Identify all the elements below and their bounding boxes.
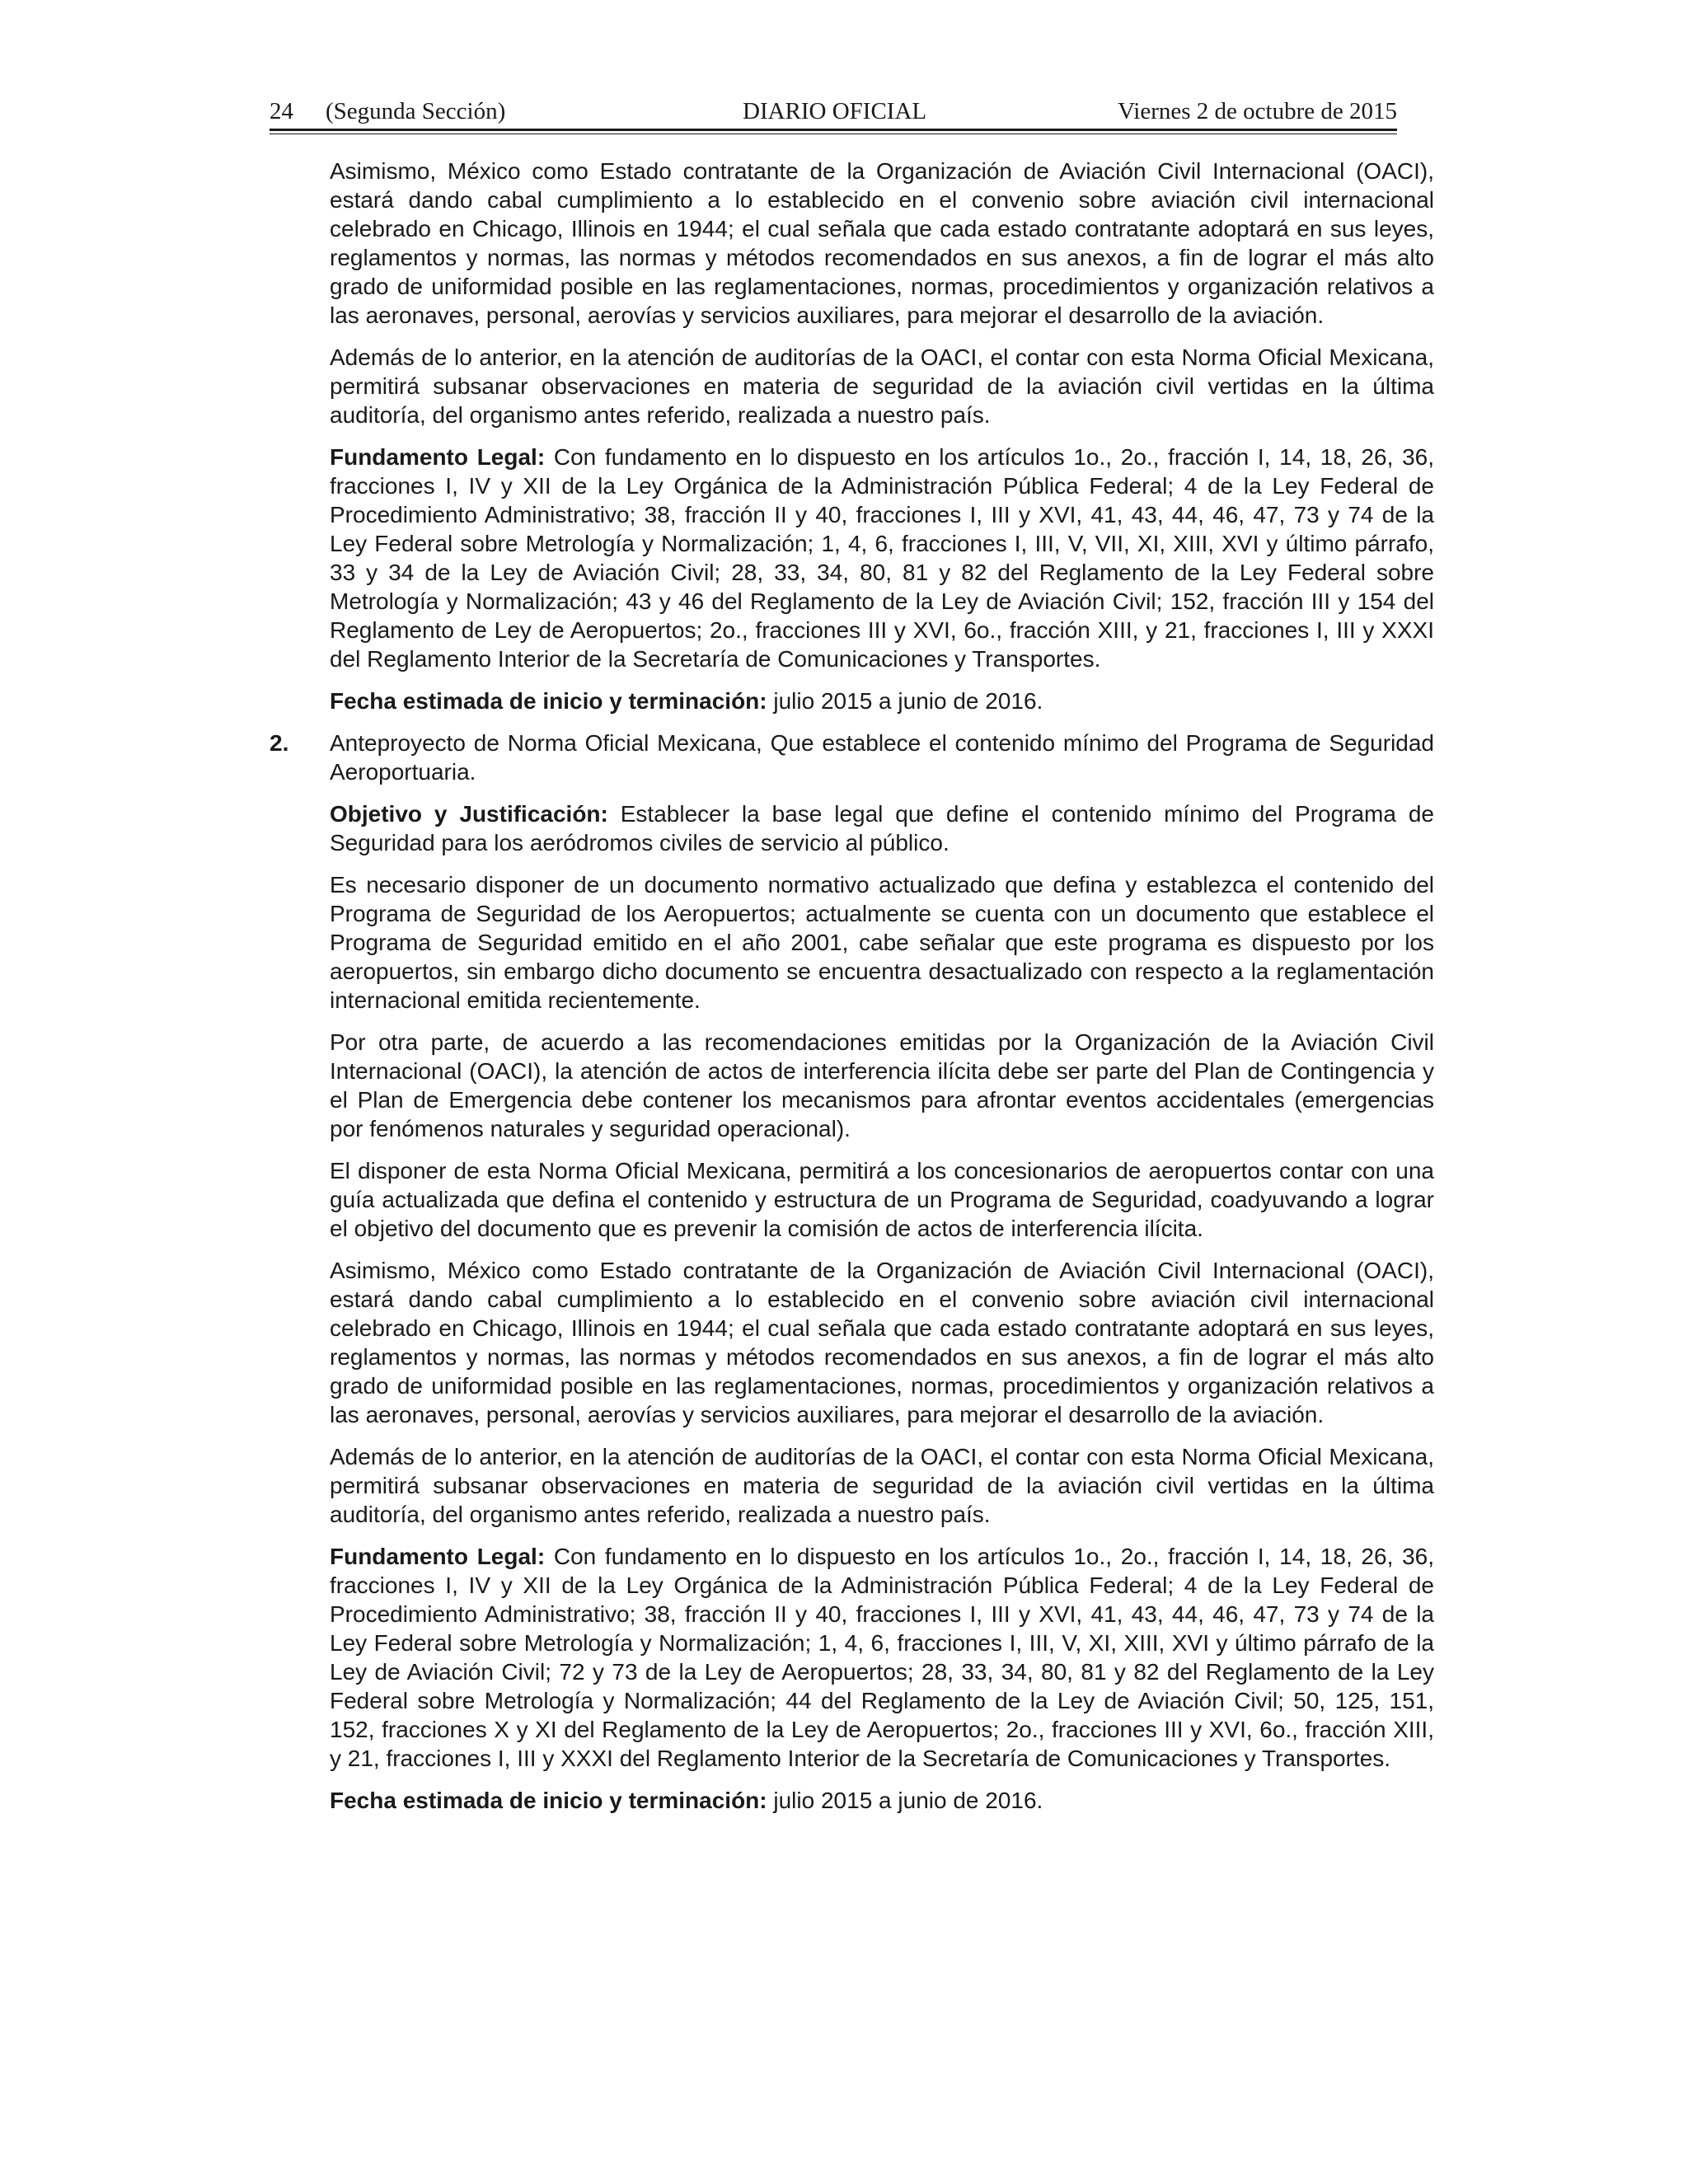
item-title: Anteproyecto de Norma Oficial Mexicana, Que establece el contenido mínimo del Programa de Seguridad Aeroportuaria. xyxy=(330,730,1434,785)
list-item-2 xyxy=(270,729,1434,786)
legal-basis-label: Fundamento Legal: xyxy=(330,444,546,470)
section-label: (Segunda Sección) xyxy=(326,98,506,124)
item-number: 2. xyxy=(270,730,289,756)
legal-basis-text: Con fundamento en lo dispuesto en los artículos 1o., 2o., fracción I, 14, 18, 26, 36, fracciones I, IV y XII de la Ley Orgánica de la Administración Pública Federal; 4 de la Ley Federal de Procedimiento Administrativo; 38, fracción II y 40, fracciones I, III y XVI, 41, 43, 44, 46, 47, 73 y 74 de la Ley Federal sobre Metrología y Normalización; 1, 4, 6, fracciones I, III, V, XI, XIII, XVI y último párrafo de la Ley de Aviación Civil; 72 y 73 de la Ley de Aeropuertos; 28, 33, 34, 80, 81 y 82 del Reglamento de la Ley Federal sobre Metrología y Normalización; 44 del Reglamento de la Ley de Aviación Civil; 50, 125, 151, 152, fracciones X y XI del Reglamento de la Ley de Aeropuertos; 2o., fracciones III y XVI, 6o., fracción XIII, y 21, fracciones I, III y XXXI del Reglamento Interior de la Secretaría de Comunicaciones y Transportes. xyxy=(330,1544,1434,1771)
page-number: 24 xyxy=(270,98,293,124)
paragraph: Además de lo anterior, en la atención de auditorías de la OACI, el contar con esta Norma Oficial Mexicana, permitirá subsanar observaciones en materia de seguridad de la aviación civil vertidas en la última auditoría, del organismo antes referido, realizada a nuestro país. xyxy=(330,1444,1434,1527)
paragraph: Asimismo, México como Estado contratante de la Organización de Aviación Civil Internacional (OACI), estará dando cabal cumplimiento a lo establecido en el convenio sobre aviación civil internacional celebrado en Chicago, Illinois en 1944; el cual señala que cada estado contratante adoptará en sus leyes, reglamentos y normas, las normas y métodos recomendados en sus anexos, a fin de lograr el más alto grado de uniformidad posible en las reglamentaciones, normas, procedimientos y organización relativos a las aeronaves, personal, aerovías y servicios auxiliares, para mejorar el desarrollo de la aviación. xyxy=(330,1258,1434,1427)
page-body xyxy=(270,157,1434,1828)
legal-basis-text: Con fundamento en lo dispuesto en los artículos 1o., 2o., fracción I, 14, 18, 26, 36, fracciones I, IV y XII de la Ley Orgánica de la Administración Pública Federal; 4 de la Ley Federal de Procedimiento Administrativo; 38, fracción II y 40, fracciones I, III y XVI, 41, 43, 44, 46, 47, 73 y 74 de la Ley Federal sobre Metrología y Normalización; 1, 4, 6, fracciones I, III, V, VII, XI, XIII, XVI y último párrafo, 33 y 34 de la Ley de Aviación Civil; 28, 33, 34, 80, 81 y 82 del Reglamento de la Ley Federal sobre Metrología y Normalización; 43 y 46 del Reglamento de la Ley de Aviación Civil; 152, fracción III y 154 del Reglamento de Ley de Aeropuertos; 2o., fracciones III y XVI, 6o., fracción XIII, y 21, fracciones I, III y XXXI del Reglamento Interior de la Secretaría de Comunicaciones y Transportes. xyxy=(330,444,1434,672)
paragraph: Es necesario disponer de un documento normativo actualizado que defina y establezca el contenido del Programa de Seguridad de los Aeropuertos; actualmente se cuenta con un documento que establece el Programa de Seguridad emitido en el año 2001, cabe señalar que este programa es dispuesto por los aeropuertos, sin embargo dicho documento se encuentra desactualizado con respecto a la reglamentación internacional emitida recientemente. xyxy=(330,872,1434,1013)
estimated-date-paragraph xyxy=(330,1786,1434,1815)
estimated-date-paragraph xyxy=(330,687,1434,715)
paragraph: Asimismo, México como Estado contratante de la Organización de Aviación Civil Internacional (OACI), estará dando cabal cumplimiento a lo establecido en el convenio sobre aviación civil internacional celebrado en Chicago, Illinois en 1944; el cual señala que cada estado contratante adoptará en sus leyes, reglamentos y normas, las normas y métodos recomendados en sus anexos, a fin de lograr el más alto grado de uniformidad posible en las reglamentaciones, normas, procedimientos y organización relativos a las aeronaves, personal, aerovías y servicios auxiliares, para mejorar el desarrollo de la aviación. xyxy=(330,158,1434,328)
estimated-date-label: Fecha estimada de inicio y terminación: xyxy=(330,688,767,714)
paragraph: Por otra parte, de acuerdo a las recomendaciones emitidas por la Organización de la Aviación Civil Internacional (OACI), la atención de actos de interferencia ilícita debe ser parte del Plan de Contingencia y el Plan de Emergencia debe contener los mecanismos para afrontar eventos accidentales (emergencias por fenómenos naturales y seguridad operacional). xyxy=(330,1029,1434,1141)
legal-basis-paragraph xyxy=(330,1542,1434,1773)
paragraph: Además de lo anterior, en la atención de auditorías de la OACI, el contar con esta Norma Oficial Mexicana, permitirá subsanar observaciones en materia de seguridad de la aviación civil vertidas en la última auditoría, del organismo antes referido, realizada a nuestro país. xyxy=(330,344,1434,428)
estimated-date-text: julio 2015 a junio de 2016. xyxy=(767,1788,1043,1813)
paragraph: El disponer de esta Norma Oficial Mexicana, permitirá a los concesionarios de aeropuertos contar con una guía actualizada que defina el contenido y estructura de un Programa de Seguridad, coadyuvando a lograr el objetivo del documento que es prevenir la comisión de actos de interferencia ilícita. xyxy=(330,1158,1434,1241)
page-header xyxy=(270,93,1397,129)
publication-name: DIARIO OFICIAL xyxy=(743,98,927,124)
legal-basis-paragraph xyxy=(330,443,1434,673)
estimated-date-text: julio 2015 a junio de 2016. xyxy=(767,688,1043,714)
objective-label: Objetivo y Justificación: xyxy=(330,801,608,827)
objective-paragraph xyxy=(330,799,1434,857)
estimated-date-label: Fecha estimada de inicio y terminación: xyxy=(330,1788,767,1813)
publication-date: Viernes 2 de octubre de 2015 xyxy=(1118,98,1397,124)
header-rule-thick xyxy=(270,129,1397,131)
objective-text: Establecer la base legal que define el contenido mínimo del Programa de Seguridad para los aeródromos civiles de servicio al público. xyxy=(330,801,1434,855)
legal-basis-label: Fundamento Legal: xyxy=(330,1544,546,1569)
